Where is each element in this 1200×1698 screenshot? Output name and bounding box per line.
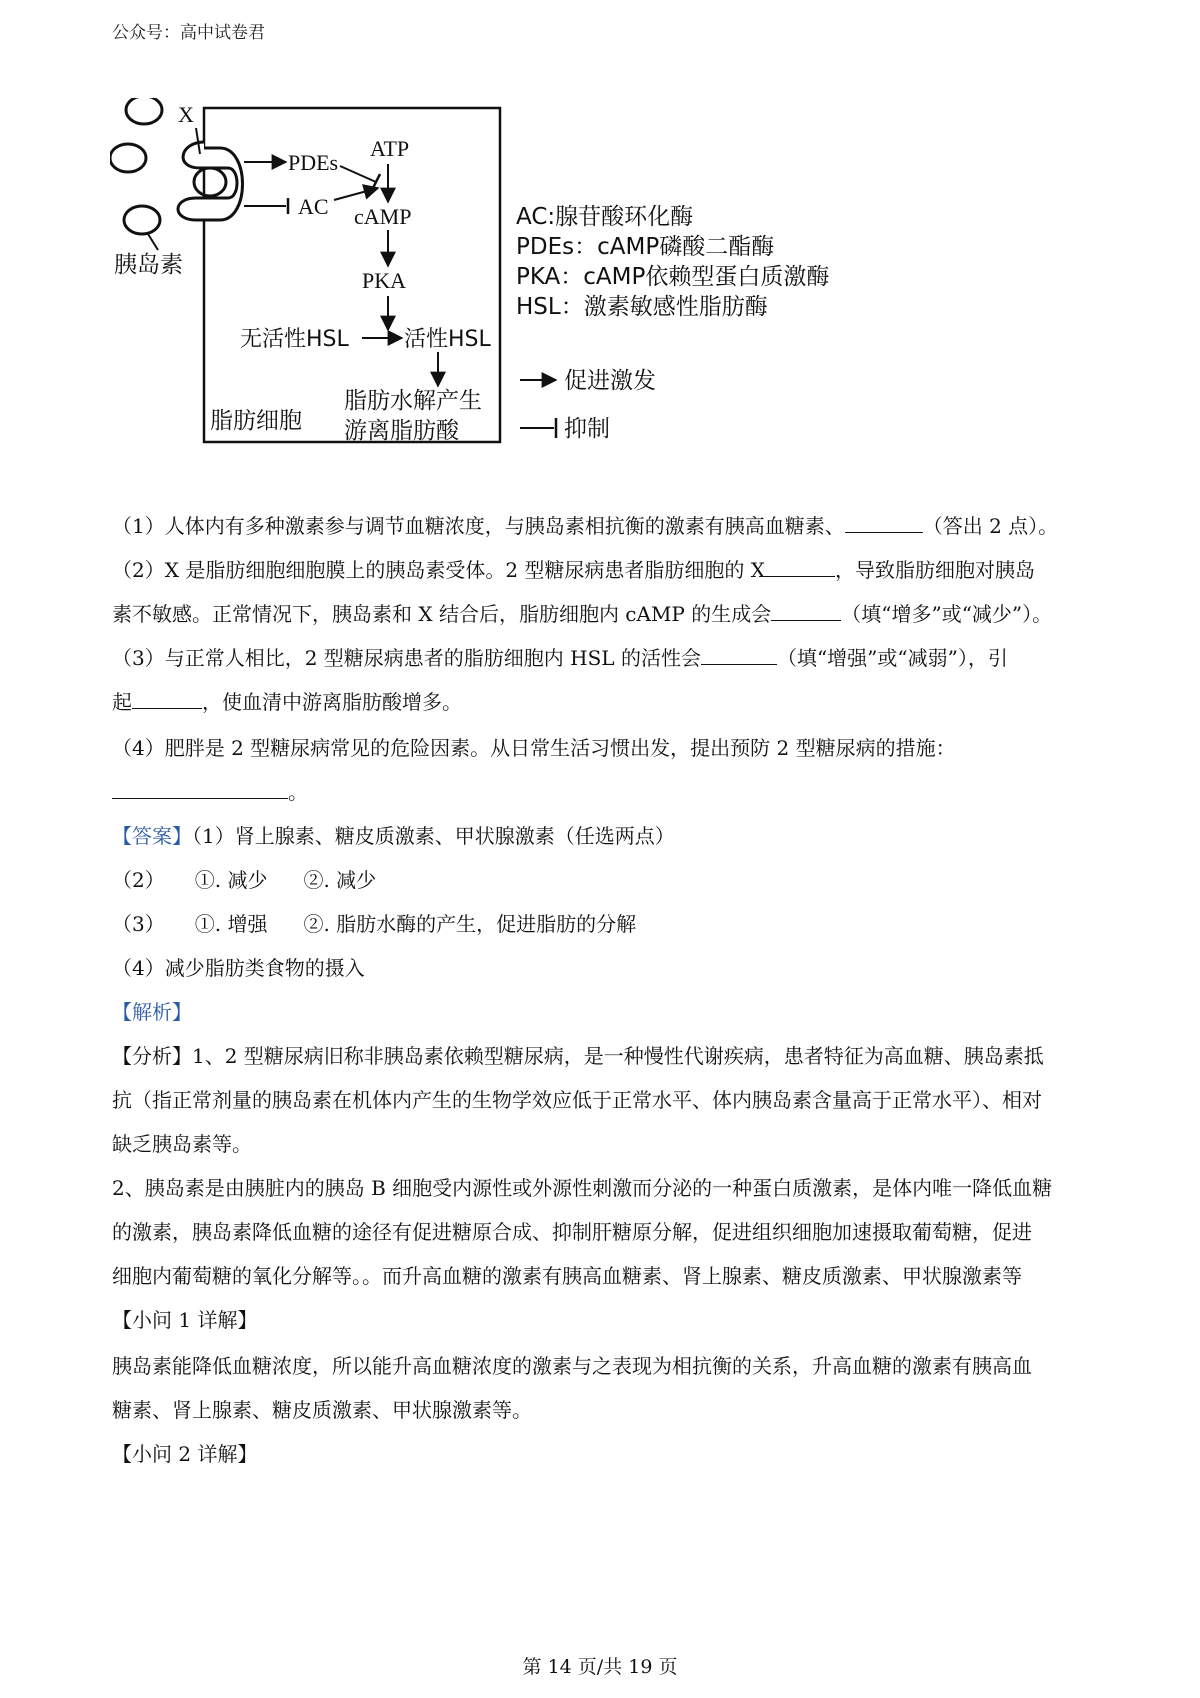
legend-pdes: PDEs：cAMP磷酸二酯酶: [516, 234, 775, 260]
analysis-p1-l3: 缺乏胰岛素等。: [112, 1132, 252, 1156]
answer-tag: 【答案】: [112, 824, 192, 848]
analysis-p2-l1: 2、胰岛素是由胰脏内的胰岛 B 细胞受内源性或外源性刺激而分泌的一种蛋白质激素，是体内唯一降低血糖: [112, 1176, 1053, 1200]
question-3: （3）与正常人相比，2 型糖尿病患者的脂肪细胞内 HSL 的活性会 （填“增强”或“减弱”），引: [112, 646, 1008, 670]
analysis-tag: 【解析】: [112, 1000, 192, 1024]
analysis-p1-l2: 抗（指正常剂量的胰岛素在机体内产生的生物学效应低于正常水平、体内胰岛素含量高于正常水平）、相对: [112, 1088, 1042, 1112]
sub-question-1-l2: 糖素、肾上腺素、糖皮质激素、甲状腺激素等。: [112, 1398, 532, 1422]
analysis-p2-l3: 细胞内葡萄糖的氧化分解等。。而升高血糖的激素有胰高血糖素、肾上腺素、糖皮质激素、甲状腺激素等: [112, 1264, 1022, 1288]
question-4-blank: 。: [112, 776, 308, 805]
answer-3: （3） ①. 增强 ②. 脂肪水酶的产生，促进脂肪的分解: [112, 912, 637, 936]
answer-blank: [112, 780, 288, 799]
insulin-label: 胰岛素: [114, 252, 183, 278]
ac-label: AC: [298, 194, 329, 219]
insulin-signaling-diagram: [110, 98, 980, 508]
fat-cell-label: 脂肪细胞: [210, 408, 302, 434]
answer-2: （2） ①. 减少 ②. 减少: [112, 868, 377, 892]
page-footer: 第 14 页/共 19 页: [522, 1656, 678, 1678]
legend-promote: 促进激发: [564, 368, 656, 394]
answer-blank: [845, 514, 923, 533]
question-2: （2）X 是脂肪细胞细胞膜上的胰岛素受体。2 型糖尿病患者脂肪细胞的 X ，导致脂肪细胞对胰岛: [112, 558, 1035, 582]
analysis-p2-l2: 的激素，胰岛素降低血糖的途径有促进糖原合成、抑制肝糖原分解，促进组织细胞加速摄取葡萄糖，促进: [112, 1220, 1032, 1244]
pdes-label: PDEs: [288, 150, 339, 175]
sub-question-1-l1: 胰岛素能降低血糖浓度，所以能升高血糖浓度的激素与之表现为相抗衡的关系，升高血糖的激素有胰高血: [112, 1354, 1032, 1378]
receptor-x-label: X: [178, 102, 194, 127]
receptor-x: [178, 142, 243, 220]
result-line-1: 脂肪水解产生: [344, 388, 482, 414]
legend-inhibit: 抑制: [564, 416, 610, 442]
pka-label: PKA: [362, 268, 407, 293]
atp-label: ATP: [370, 136, 410, 161]
answer-blank: [132, 690, 202, 709]
legend-ac: AC:腺苷酸环化酶: [516, 204, 694, 230]
question-3-cont: 起 ，使血清中游离脂肪酸增多。: [112, 690, 462, 714]
analysis-p1-l1: 【分析】1、2 型糖尿病旧称非胰岛素依赖型糖尿病，是一种慢性代谢疾病，患者特征为高血糖、胰岛素抵: [112, 1044, 1044, 1068]
answer-1: 【答案】（1）肾上腺素、糖皮质激素、甲状腺激素（任选两点）: [112, 824, 675, 848]
result-line-2: 游离脂肪酸: [344, 418, 459, 444]
insulin-molecule: [126, 98, 162, 124]
insulin-molecule: [110, 144, 146, 172]
answer-blank: [771, 602, 841, 621]
inactive-hsl-label: 无活性HSL: [240, 327, 349, 352]
sub-question-1-title: 【小问 1 详解】: [112, 1308, 258, 1332]
legend-pka: PKA：cAMP依赖型蛋白质激酶: [516, 264, 830, 290]
page-header: 公众号：高中试卷君: [112, 23, 265, 43]
answer-4: （4）减少脂肪类食物的摄入: [112, 956, 365, 980]
legend-hsl: HSL：激素敏感性脂肪酶: [516, 294, 768, 320]
camp-label: cAMP: [354, 204, 412, 229]
answer-blank: [765, 558, 835, 577]
active-hsl-label: 活性HSL: [404, 327, 491, 352]
insulin-molecule: [194, 168, 226, 196]
question-4: （4）肥胖是 2 型糖尿病常见的危险因素。从日常生活习惯出发，提出预防 2 型糖尿病的措施：: [112, 736, 956, 760]
question-2-cont: 素不敏感。正常情况下，胰岛素和 X 结合后，脂肪细胞内 cAMP 的生成会 （填“增多”或“减少”）。: [112, 602, 1053, 626]
answer-blank: [701, 646, 777, 665]
question-1: （1）人体内有多种激素参与调节血糖浓度，与胰岛素相抗衡的激素有胰高血糖素、 （答出 2 点）。: [112, 514, 1059, 538]
sub-question-2-title: 【小问 2 详解】: [112, 1442, 258, 1466]
insulin-molecule: [124, 206, 160, 234]
